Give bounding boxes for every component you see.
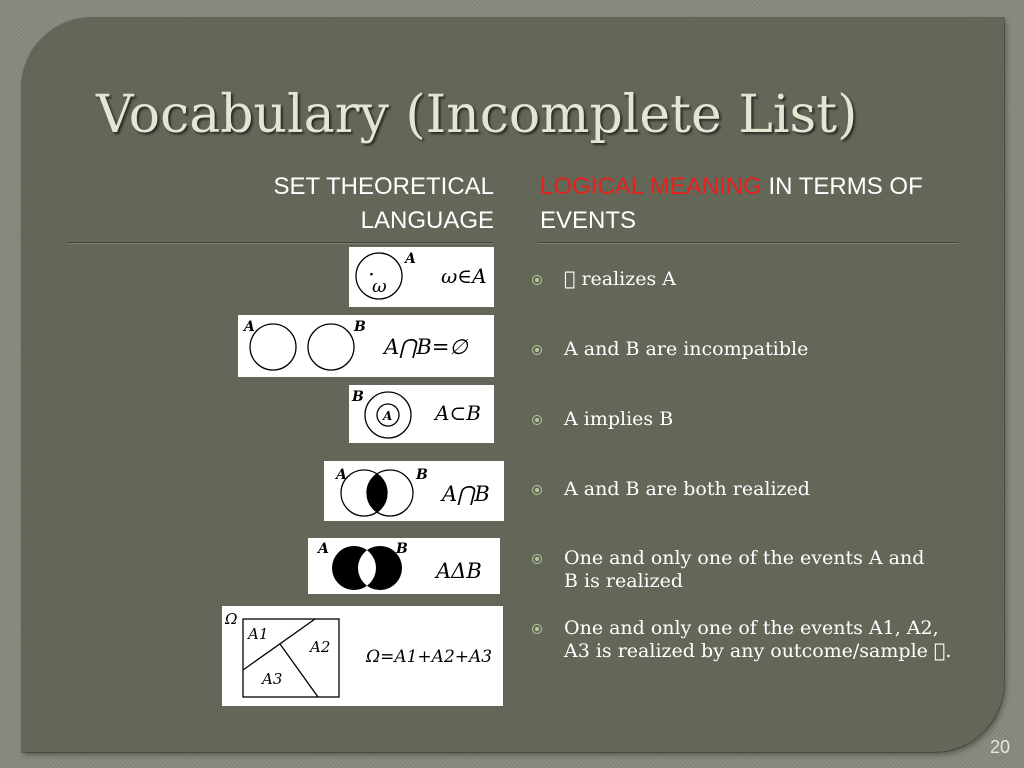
membership-diagram bbox=[349, 247, 494, 307]
label-b: B bbox=[352, 389, 364, 405]
bullet-text: One and only one of the events A and B is realized bbox=[564, 547, 925, 592]
subset-formula: A⊂B bbox=[435, 401, 481, 425]
intersection-svg bbox=[324, 461, 504, 521]
part-a3-label: A3 bbox=[262, 670, 283, 688]
partition-svg bbox=[222, 606, 503, 706]
disjoint-svg bbox=[238, 315, 494, 377]
label-a: A bbox=[318, 541, 329, 557]
right-column-heading bbox=[540, 170, 940, 238]
left-heading-rule bbox=[68, 242, 493, 244]
disjoint-diagram bbox=[238, 315, 494, 377]
subset-diagram bbox=[349, 385, 494, 443]
bullet-text: One and only one of the events A1, A2, A3 is realized by any outcome/sample . bbox=[564, 617, 940, 662]
circled-dot-bullet-icon bbox=[532, 415, 542, 425]
set-b-circle bbox=[308, 324, 354, 370]
omega-label: Ω bbox=[225, 610, 238, 628]
label-b: B bbox=[396, 541, 408, 557]
label-a: A bbox=[244, 319, 255, 335]
symmetric-difference-diagram bbox=[308, 538, 500, 594]
label-b: B bbox=[354, 319, 366, 335]
intersection-diagram bbox=[324, 461, 504, 521]
circled-dot-bullet-icon bbox=[532, 624, 542, 634]
circled-dot-bullet-icon bbox=[532, 485, 542, 495]
membership-svg bbox=[349, 247, 494, 307]
set-a-circle bbox=[250, 324, 296, 370]
label-a: A bbox=[383, 409, 393, 423]
membership-formula: ω∈A bbox=[441, 264, 487, 288]
list-item bbox=[532, 338, 972, 361]
circled-dot-bullet-icon bbox=[532, 345, 542, 355]
circled-dot-bullet-icon bbox=[532, 275, 542, 285]
symmetric-difference-svg bbox=[308, 538, 500, 594]
disjoint-formula: A⋂B=∅ bbox=[384, 335, 468, 359]
bullet-text: A and B are incompatible bbox=[564, 338, 809, 360]
label-a: A bbox=[336, 467, 347, 483]
partition-diagram bbox=[222, 606, 503, 706]
label-b: B bbox=[416, 467, 428, 483]
list-item bbox=[532, 268, 972, 291]
bullet-text: A and B are both realized bbox=[564, 478, 810, 500]
bullet-text: A implies B bbox=[564, 408, 674, 430]
part-a2-label: A2 bbox=[310, 638, 331, 656]
list-item bbox=[532, 408, 972, 431]
label-a: A bbox=[405, 251, 416, 267]
list-item bbox=[532, 478, 972, 501]
list-item bbox=[532, 617, 952, 663]
right-heading-highlight: LOGICAL MEANING bbox=[540, 173, 762, 200]
point-dot: · bbox=[369, 267, 374, 283]
bullet-text: realizes A bbox=[564, 268, 659, 290]
right-heading-rule bbox=[538, 242, 958, 244]
slide-title: Vocabulary (Incomplete List) bbox=[96, 85, 858, 145]
list-item bbox=[532, 547, 942, 593]
subset-svg bbox=[349, 385, 494, 443]
page-number: 20 bbox=[989, 737, 1010, 757]
part-a1-label: A1 bbox=[248, 625, 269, 643]
point-omega: ω bbox=[372, 276, 387, 297]
partition-formula: Ω=A1+A2+A3 bbox=[366, 647, 493, 667]
symmetric-difference-formula: AΔB bbox=[436, 559, 482, 583]
circled-dot-bullet-icon bbox=[532, 554, 542, 564]
right-heading-rest: IN TERMS OF EVENTS bbox=[540, 173, 923, 234]
left-column-heading: SET THEORETICAL LANGUAGE bbox=[273, 173, 494, 234]
intersection-formula: A⋂B bbox=[442, 482, 490, 506]
